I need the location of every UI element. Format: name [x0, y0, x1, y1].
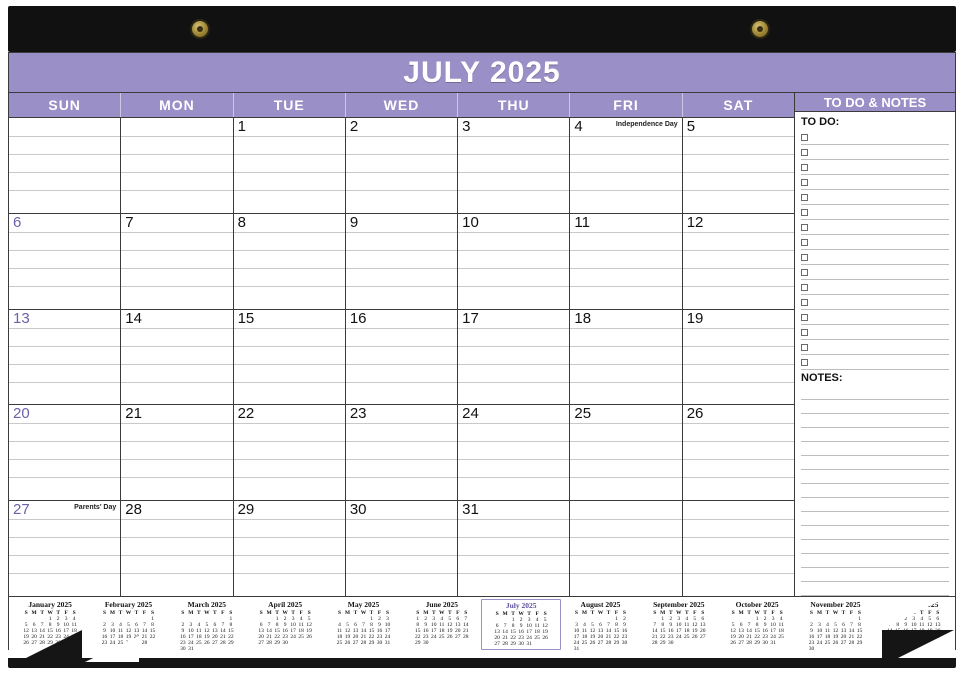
- bottom-binder-bar: [8, 658, 956, 668]
- weekday-header-mon: MON: [121, 93, 233, 117]
- note-line[interactable]: [801, 554, 949, 568]
- weekday-header-fri: FRI: [570, 93, 682, 117]
- day-cell[interactable]: [458, 501, 570, 596]
- mini-month-title: March 2025: [187, 600, 227, 609]
- todo-line[interactable]: [801, 250, 949, 265]
- calendar-sheet: [8, 52, 956, 650]
- writing-rules: [9, 118, 120, 213]
- mini-month[interactable]: [561, 599, 639, 650]
- checkbox-icon[interactable]: [801, 269, 808, 276]
- day-number: 13: [13, 309, 30, 327]
- day-number: 23: [349, 405, 367, 423]
- checkbox-icon[interactable]: [801, 239, 808, 246]
- checkbox-icon[interactable]: [801, 314, 808, 321]
- day-number: 10: [462, 213, 479, 231]
- week-rows: [9, 118, 794, 596]
- day-cell-empty[interactable]: [121, 118, 233, 213]
- day-number: 15: [237, 309, 255, 327]
- holiday-label: Independence Day: [615, 121, 678, 128]
- day-number: 5: [686, 118, 696, 135]
- day-cell[interactable]: [9, 310, 121, 405]
- writing-rules: [346, 214, 457, 309]
- mini-month-grid: S M T W T F S 1 2 3 4 5 6 7 8 9 10 11 12 13 14 15 16 17 18 19 20 21 22 23 24 25 26 27 28 29 30: [808, 610, 863, 652]
- mini-month-grid: S M T W T F S 1 2 3 4 5 6 7 8 9 10 11 12 13 14 15 16 17 18 19 20 21 22 23 24 25 26 27 28 29 30 31: [730, 610, 784, 646]
- mini-month[interactable]: [168, 599, 246, 650]
- day-number: 6: [13, 213, 22, 231]
- day-number: 3: [462, 118, 471, 135]
- note-line[interactable]: [801, 498, 949, 512]
- calendar-body: [9, 93, 955, 596]
- day-cell[interactable]: [683, 118, 794, 213]
- day-number: 2: [349, 118, 359, 135]
- mini-month[interactable]: [324, 599, 402, 650]
- checkbox-icon[interactable]: [801, 134, 808, 141]
- day-number: 12: [686, 213, 704, 231]
- mini-month-title: September 2025: [653, 600, 705, 609]
- checkbox-icon[interactable]: [801, 179, 808, 186]
- day-number: 19: [686, 309, 704, 327]
- mini-month-grid: S M T W T F S 1 2 3 4 5 6 7 8 9 10 11 12 13 14 15 16 17 18 19 20 21 22 23 24 25 26 27 28 29 30: [652, 610, 706, 646]
- day-cell[interactable]: [121, 501, 233, 596]
- grommet-icon: [750, 19, 770, 39]
- notes-label: NOTES:: [801, 372, 843, 384]
- day-cell[interactable]: [121, 214, 233, 309]
- mini-month-title: August 2025: [580, 600, 621, 609]
- day-number: 7: [125, 213, 134, 231]
- day-number: 31: [462, 501, 479, 519]
- day-cell[interactable]: [346, 310, 458, 405]
- calendar-grid: [9, 93, 795, 596]
- writing-rules: [121, 214, 232, 309]
- day-number: 20: [13, 405, 30, 423]
- mini-month-title: January 2025: [28, 600, 72, 609]
- writing-rules: [683, 501, 794, 596]
- mini-month-grid: S M T W T F S 1 2 3 4 5 6 7 8 9 10 11 12 13 14 15 16 17 18 19 20 21 22 23 24 25 26 27 28 29 30 31: [494, 611, 548, 647]
- day-number: 14: [125, 309, 142, 327]
- corner-pocket-right: [882, 630, 954, 666]
- weekday-header-wed: WED: [346, 93, 458, 117]
- todo-label: TO DO:: [801, 116, 840, 128]
- note-line[interactable]: [801, 400, 949, 414]
- checkbox-icon[interactable]: [801, 299, 808, 306]
- weekday-header-thu: THU: [458, 93, 570, 117]
- day-cell[interactable]: [683, 310, 794, 405]
- checkbox-icon[interactable]: [801, 224, 808, 231]
- mini-month[interactable]: [481, 599, 561, 650]
- weekday-header-sun: SUN: [9, 93, 121, 117]
- mini-month-grid: S M T W T F S 1 2 3 4 5 6 7 8 9 10 11 12 13 14 15 16 17 18 19 20 21 22 23 24 25 26 27 28 29 30 31: [573, 610, 628, 652]
- holiday-label: Parents' Day: [74, 504, 117, 512]
- todo-line[interactable]: [801, 145, 949, 160]
- todo-line[interactable]: [801, 190, 949, 205]
- day-cell[interactable]: [234, 310, 346, 405]
- writing-rules: [234, 118, 345, 213]
- week-row: [9, 118, 794, 214]
- todo-line[interactable]: [801, 325, 949, 340]
- todo-line[interactable]: [801, 175, 949, 190]
- day-cell[interactable]: [234, 405, 346, 500]
- week-row: [9, 501, 794, 596]
- todo-line[interactable]: [801, 355, 949, 370]
- checkbox-icon[interactable]: [801, 344, 808, 351]
- day-cell[interactable]: [458, 214, 570, 309]
- day-cell[interactable]: [121, 310, 233, 405]
- todo-line[interactable]: [801, 130, 949, 145]
- mini-month-grid: S M T W T F S 1 2 3 4 5 6 7 8 9 10 11 12 13 14 15 16 17 18 19 20 21 22 23 24 25 26 27 28 29 30: [258, 610, 312, 646]
- mini-month-title: June 2025: [425, 600, 458, 609]
- writing-rules: [458, 118, 569, 213]
- mini-month-title: November 2025: [810, 600, 861, 609]
- mini-month-title: July 2025: [505, 601, 537, 610]
- day-number: 27: [13, 501, 30, 519]
- writing-rules: [570, 118, 681, 213]
- day-number: 21: [125, 405, 142, 423]
- day-number: 17: [462, 309, 479, 327]
- day-cell[interactable]: [234, 501, 346, 596]
- mini-month-grid: S M T W T F S 1 2 3 4 5 6 7 8 9 10 11 12 13 14 15 16 17 18 19 20 21 22 23 24 25 26 27 28 29 30 31: [336, 610, 391, 646]
- writing-rules: [570, 501, 681, 596]
- todo-line[interactable]: [801, 220, 949, 235]
- day-number: 28: [125, 501, 142, 519]
- page-title: JULY 2025: [403, 55, 561, 89]
- day-cell[interactable]: [458, 310, 570, 405]
- weekday-header-row: [9, 93, 794, 118]
- mini-month-grid: S M T W T F S 1 2 3 4 5 6 7 8 9 10 11 12 13 14 15 16 17 18 19 20 21 22 23 24 25 26 27 28 29 30 31: [180, 610, 234, 652]
- note-line[interactable]: [801, 526, 949, 540]
- day-cell[interactable]: [346, 501, 458, 596]
- checkbox-icon[interactable]: [801, 359, 808, 366]
- notes-block: [795, 370, 955, 596]
- day-number: 11: [574, 213, 590, 231]
- mini-month[interactable]: [403, 599, 481, 650]
- day-number: 24: [462, 405, 479, 423]
- mini-month[interactable]: [796, 599, 874, 650]
- writing-rules: [121, 118, 232, 213]
- checkbox-icon[interactable]: [801, 209, 808, 216]
- checkbox-icon[interactable]: [801, 254, 808, 261]
- mini-month-grid: S M T W T F S 1 2 3 4 5 6 7 8 9 10 11 12 13 14 15 16 17 18 19 20 21 22 23 24 25 26 27 28 29 30: [415, 610, 469, 646]
- mini-month-title: February 2025: [104, 600, 153, 609]
- day-cell[interactable]: [458, 405, 570, 500]
- weekday-header-tue: TUE: [234, 93, 346, 117]
- day-cell[interactable]: [570, 310, 682, 405]
- checkbox-icon[interactable]: [801, 164, 808, 171]
- day-cell-empty[interactable]: [9, 118, 121, 213]
- day-cell[interactable]: [683, 214, 794, 309]
- day-cell[interactable]: [458, 118, 570, 213]
- todo-line[interactable]: [801, 205, 949, 220]
- mini-month[interactable]: [640, 599, 718, 650]
- mini-month-title: April 2025: [268, 600, 303, 609]
- todo-line[interactable]: [801, 295, 949, 310]
- day-cell-empty[interactable]: [683, 501, 794, 596]
- day-cell[interactable]: [570, 118, 682, 213]
- day-number: 18: [574, 309, 592, 327]
- binder-strip: [8, 6, 956, 52]
- mini-month-grid: S M T W T F S 1 2 3 4 5 6 7 8 9 10 11 12 13 14 15 16 17 18 19 20 21 22 23 24 25 26 27 28 29 30 31: [23, 610, 77, 646]
- note-line[interactable]: [801, 428, 949, 442]
- note-line[interactable]: [801, 484, 949, 498]
- note-line[interactable]: [801, 568, 949, 582]
- day-number: 1: [237, 118, 246, 135]
- day-cell[interactable]: [234, 214, 346, 309]
- day-cell[interactable]: [570, 214, 682, 309]
- writing-rules: [683, 118, 794, 213]
- day-number: 8: [237, 213, 246, 231]
- todo-block: [795, 112, 955, 370]
- todo-line[interactable]: [801, 235, 949, 250]
- day-cell[interactable]: [9, 405, 121, 500]
- mini-month-title: December 2025: [889, 600, 939, 609]
- note-line[interactable]: [801, 442, 949, 456]
- grommet-icon: [190, 19, 210, 39]
- day-cell[interactable]: [346, 214, 458, 309]
- month-title-bar: [9, 53, 955, 93]
- week-row: [9, 405, 794, 501]
- note-line[interactable]: [801, 414, 949, 428]
- day-cell[interactable]: [570, 405, 682, 500]
- notes-lines: [801, 386, 949, 596]
- mini-month-title: October 2025: [735, 600, 779, 609]
- writing-rules: [234, 214, 345, 309]
- checkbox-icon[interactable]: [801, 329, 808, 336]
- note-line[interactable]: [801, 582, 949, 596]
- note-line[interactable]: [801, 540, 949, 554]
- todo-line[interactable]: [801, 265, 949, 280]
- mini-month[interactable]: [718, 599, 796, 650]
- week-row: [9, 310, 794, 406]
- note-line[interactable]: [801, 386, 949, 400]
- mini-month-title: May 2025: [347, 600, 380, 609]
- note-line[interactable]: [801, 470, 949, 484]
- writing-rules: [9, 214, 120, 309]
- mini-month-grid: S M T W T F S 1 2 3 4 5 6 7 8 9 10 11 12 13 14 15 16 17 18 19 20 21 22 23 24 25 26 27 28: [101, 610, 156, 646]
- mini-month-grid: S M T W T F S 1 2 3 4 5 6 7 8 9 10 11 12 13 14 15 16 17 18 19 20 21 22 23 24 25 26 27 28 29 30 31: [887, 610, 941, 646]
- writing-rules: [346, 118, 457, 213]
- day-number: 9: [349, 213, 359, 231]
- todo-lines: [801, 130, 949, 370]
- day-cell[interactable]: [346, 118, 458, 213]
- todo-line[interactable]: [801, 310, 949, 325]
- year-overview-strip: [9, 596, 955, 650]
- checkbox-icon[interactable]: [801, 194, 808, 201]
- day-number: 25: [574, 405, 592, 423]
- todo-notes-panel: [795, 93, 955, 596]
- day-cell-empty[interactable]: [570, 501, 682, 596]
- weekday-header-sat: SAT: [723, 97, 754, 113]
- todo-line[interactable]: [801, 340, 949, 355]
- checkbox-icon[interactable]: [801, 284, 808, 291]
- day-number: 29: [237, 501, 255, 519]
- corner-pocket-left: [10, 630, 82, 666]
- todo-line[interactable]: [801, 280, 949, 295]
- todo-notes-header: TO DO & NOTES: [795, 93, 955, 112]
- day-cell[interactable]: [121, 405, 233, 500]
- day-cell[interactable]: [9, 214, 121, 309]
- day-cell[interactable]: [234, 118, 346, 213]
- day-cell[interactable]: [683, 405, 794, 500]
- day-number: 30: [349, 501, 367, 519]
- day-number: 4: [574, 118, 583, 135]
- day-cell[interactable]: [346, 405, 458, 500]
- week-row: [9, 214, 794, 310]
- note-line[interactable]: [801, 456, 949, 470]
- day-number: 22: [237, 405, 255, 423]
- todo-line[interactable]: [801, 160, 949, 175]
- day-number: 16: [349, 309, 367, 327]
- day-cell[interactable]: [9, 501, 121, 596]
- note-line[interactable]: [801, 512, 949, 526]
- mini-month[interactable]: [246, 599, 324, 650]
- checkbox-icon[interactable]: [801, 149, 808, 156]
- day-number: 26: [686, 405, 704, 423]
